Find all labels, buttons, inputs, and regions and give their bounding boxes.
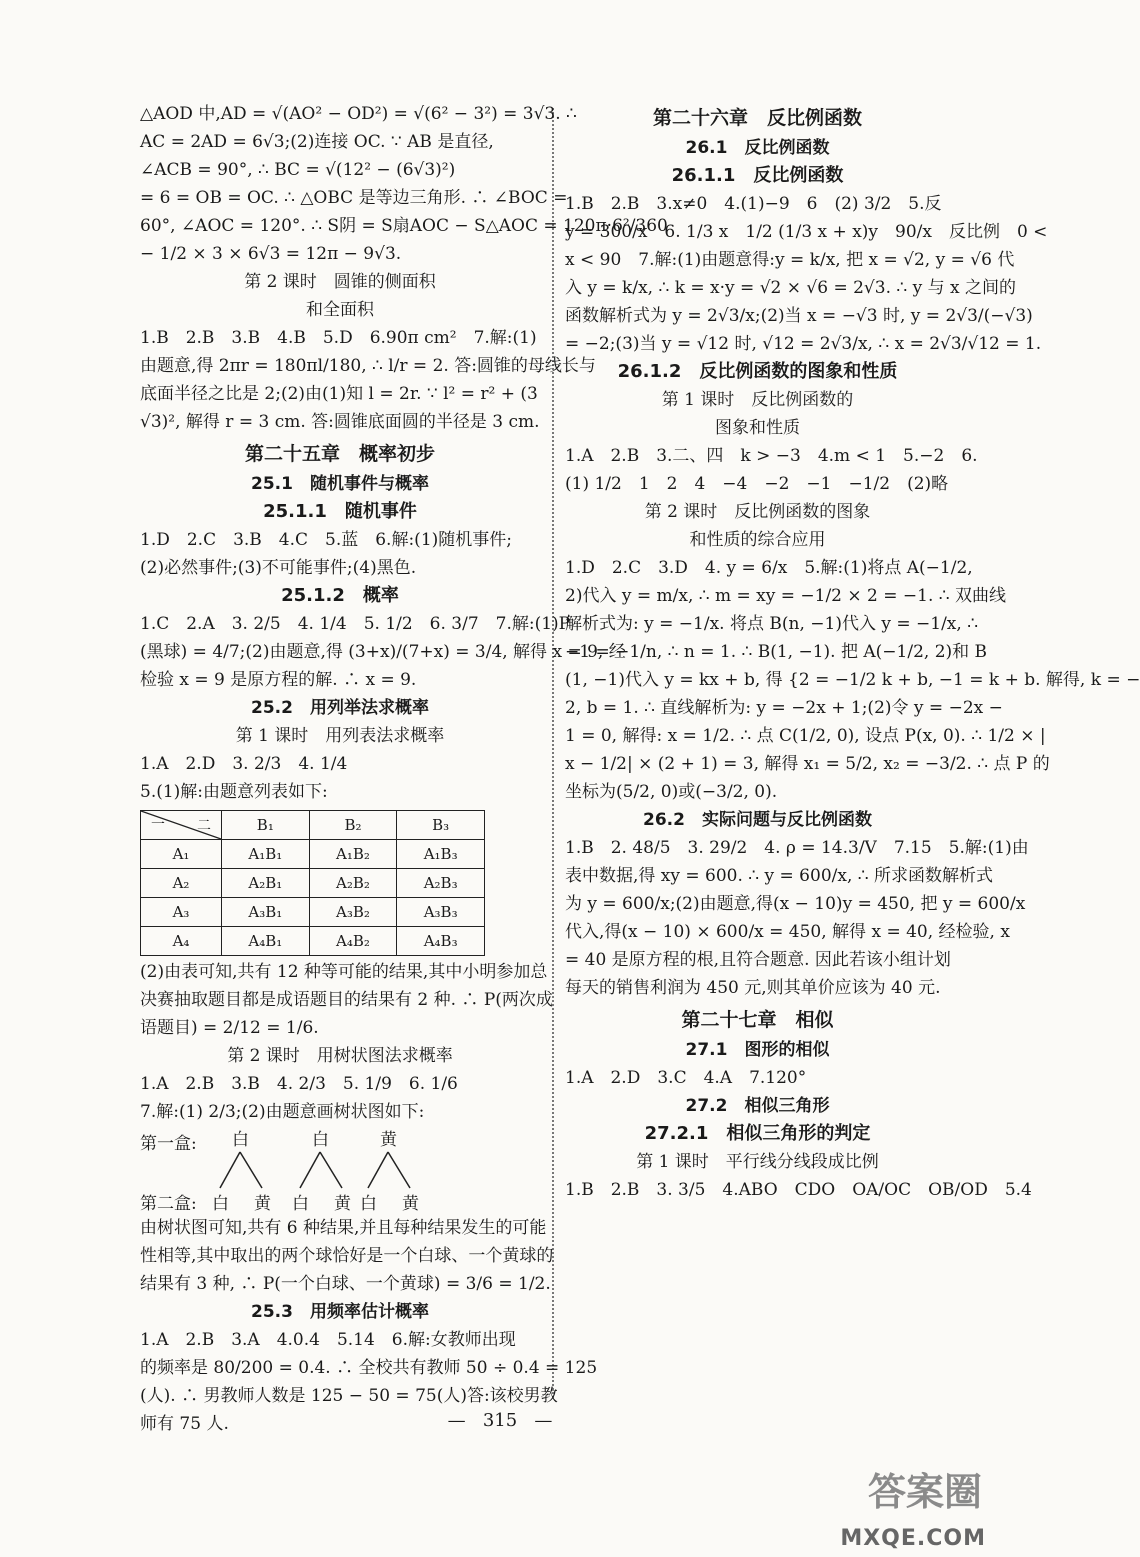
text-line: 决赛抽取题目都是成语题目的结果有 2 种. ∴ P(两次成 bbox=[140, 990, 553, 1010]
text-line: (1) 1/2 1 2 4 −4 −2 −1 −1/2 (2)略 bbox=[565, 474, 949, 494]
tree-leaf: 黄 bbox=[402, 1194, 419, 1214]
tree-top-node: 黄 bbox=[380, 1130, 397, 1150]
section26-1-2-title: 26.1.2 反比例函数的图象和性质 bbox=[617, 361, 898, 382]
text-line: 表中数据,得 xy = 600. ∴ y = 600/x, ∴ 所求函数解析式 bbox=[565, 866, 993, 886]
right-column bbox=[565, 100, 1140, 1204]
text-line: x < 90 7.解:(1)由题意得:y = k/x, 把 x = √2, y = √6 代 bbox=[565, 250, 1015, 270]
text-line: 检验 x = 9 是原方程的解. ∴ x = 9. bbox=[140, 670, 417, 690]
lesson2-title-line2: 和全面积 bbox=[306, 300, 374, 320]
tree-top-node: 白 bbox=[312, 1130, 329, 1150]
table-cell: A₃B₁ bbox=[222, 898, 310, 927]
lesson1-title: 第 1 课时 用列表法求概率 bbox=[235, 726, 445, 746]
table-cell: A₂B₁ bbox=[222, 869, 310, 898]
section27-1-answers bbox=[565, 1064, 950, 1092]
text-line: 底面半径之比是 2;(2)由(1)知 l = 2r. ∵ l² = r² + (3 bbox=[140, 384, 538, 404]
page-number-footer bbox=[0, 1410, 1000, 1431]
lesson2b-title: 第 2 课时 用树状图法求概率 bbox=[227, 1046, 453, 1066]
section26-1-title: 26.1 反比例函数 bbox=[685, 138, 830, 158]
text-line: (1, −1)代入 y = kx + b, 得 {2 = −1/2 k + b, −1 = k + b. 解得, k = − bbox=[565, 670, 1140, 690]
lesson2b-answers: 1.A 2.B 3.B 4. 2/3 5. 1/9 6. 1/6 bbox=[140, 1074, 458, 1094]
section26-2-answers bbox=[565, 834, 1029, 1002]
page-number: 315 bbox=[482, 1410, 518, 1431]
watermark-logo: 答案圈 bbox=[867, 1470, 982, 1514]
watermark bbox=[817, 1455, 992, 1555]
text-line: 1.A 2.D 3.C 4.A 7.120° bbox=[565, 1068, 807, 1088]
section25-2-title: 25.2 用列举法求概率 bbox=[251, 698, 429, 718]
lesson1-answers: 1.A 2.D 3. 2/3 4. 1/4 bbox=[140, 754, 348, 774]
lesson2-title-line1: 第 2 课时 圆锥的侧面积 bbox=[244, 272, 436, 292]
section25-3-title: 25.3 用频率估计概率 bbox=[251, 1302, 429, 1322]
text-line: 1.C 2.A 3. 2/5 4. 1/4 5. 1/2 6. 3/7 7.解:(1)P bbox=[140, 614, 571, 634]
table-row bbox=[141, 840, 485, 869]
table-intro: 5.(1)解:由题意列表如下: bbox=[140, 782, 328, 802]
text-line: = 40 是原方程的根,且符合题意. 因此若该小组计划 bbox=[565, 950, 951, 970]
text-line: 2)代入 y = m/x, ∴ m = xy = −1/2 × 2 = −1. ∴ 双曲线 bbox=[565, 586, 1006, 606]
section25-1-title: 25.1 随机事件与概率 bbox=[251, 474, 429, 494]
text-line: 代入,得(x − 10) × 600/x = 450, 解得 x = 40, 经检验, x bbox=[565, 922, 1010, 942]
text-line: 性相等,其中取出的两个球恰好是一个白球、一个黄球的 bbox=[140, 1246, 554, 1266]
r-lesson1-title-line1: 第 1 课时 反比例函数的 bbox=[661, 390, 854, 410]
text-line: △AOD 中,AD = √(AO² − OD²) = √(6² − 3²) = 3√3. ∴ bbox=[140, 104, 577, 124]
text-line: 的频率是 80/200 = 0.4. ∴ 全校共有教师 50 ÷ 0.4 = 125 bbox=[140, 1358, 598, 1378]
tree-diagram bbox=[140, 1126, 547, 1244]
text-line: x − 1/2| × (2 + 1) = 3, 解得 x₁ = 5/2, x₂ = −3/2. ∴ 点 P 的 bbox=[565, 754, 1050, 774]
text-line: 1.B 2.B 3.x≠0 4.(1)−9 6 (2) 3/2 5.反 bbox=[565, 194, 942, 214]
text-line: 解析式为: y = −1/x. 将点 B(n, −1)代入 y = −1/x, ∴ bbox=[565, 614, 979, 634]
tree-leaf: 黄 bbox=[334, 1194, 351, 1214]
section27-1-title: 27.1 图形的相似 bbox=[685, 1040, 830, 1060]
table-cell: A₁B₁ bbox=[222, 840, 310, 869]
table-cell: A₄B₂ bbox=[309, 927, 397, 956]
tree-intro: 7.解:(1) 2/3;(2)由题意画树状图如下: bbox=[140, 1102, 425, 1122]
chapter27-title: 第二十七章 相似 bbox=[681, 1009, 834, 1031]
tree-top-node: 白 bbox=[232, 1130, 249, 1150]
text-line: 语题目) = 2/12 = 1/6. bbox=[140, 1018, 319, 1038]
table-cell: A₂B₂ bbox=[309, 869, 397, 898]
text-line: (2)由表可知,共有 12 种等可能的结果,其中小明参加总 bbox=[140, 962, 548, 982]
lesson2-answers bbox=[140, 324, 596, 436]
section26-2-title: 26.2 实际问题与反比例函数 bbox=[643, 810, 872, 830]
r-lesson1b-title: 第 1 课时 平行线分线段成比例 bbox=[636, 1152, 879, 1172]
text-line: (2)必然事件;(3)不可能事件;(4)黑色. bbox=[140, 558, 417, 578]
corner-top-label: 二 bbox=[197, 818, 211, 834]
r-lesson2-answers bbox=[565, 554, 1140, 806]
table-cell: A₄B₁ bbox=[222, 927, 310, 956]
text-line: 1.B 2. 48/5 3. 29/2 4. ρ = 14.3/V 7.15 5.解:(1)由 bbox=[565, 838, 1029, 858]
table-header: B₃ bbox=[397, 811, 485, 840]
text-line: 1.D 2.C 3.D 4. y = 6/x 5.解:(1)将点 A(−1/2, bbox=[565, 558, 973, 578]
table-cell: A₁B₃ bbox=[397, 840, 485, 869]
text-line: 函数解析式为 y = 2√3/x;(2)当 x = −√3 时, y = 2√3/(−√3) bbox=[565, 306, 1033, 326]
text-line: (人). ∴ 男教师人数是 125 − 50 = 75(人)答:该校男教 bbox=[140, 1386, 558, 1406]
section25-1-2-answers bbox=[140, 610, 626, 694]
table-header: B₂ bbox=[309, 811, 397, 840]
table-cell: A₄ bbox=[141, 927, 222, 956]
table-cell: A₂B₃ bbox=[397, 869, 485, 898]
section26-1-1-answers bbox=[565, 190, 1048, 358]
watermark-site: MXQE.COM bbox=[840, 1526, 986, 1551]
page-dash-right: — bbox=[534, 1410, 553, 1431]
column-divider bbox=[552, 108, 554, 1398]
text-line: 师有 75 人. bbox=[140, 1414, 229, 1434]
outcome-table bbox=[140, 810, 485, 956]
text-line: 60°, ∠AOC = 120°. ∴ S阴 = S扇AOC − S△AOC = 120π·6²/360 bbox=[140, 216, 668, 236]
r-lesson1-answers bbox=[565, 442, 978, 498]
text-line: 结果有 3 种, ∴ P(一个白球、一个黄球) = 3/6 = 1/2. bbox=[140, 1274, 551, 1294]
section25-1-2-title: 25.1.2 概率 bbox=[281, 585, 399, 606]
text-line: 为 y = 600/x;(2)由题意,得(x − 10)y = 450, 把 y = 600/x bbox=[565, 894, 1026, 914]
table-header: B₁ bbox=[222, 811, 310, 840]
text-line: 2, b = 1. ∴ 直线解析为: y = −2x + 1;(2)令 y = −2x − bbox=[565, 698, 1003, 718]
corner-bottom-label: 一 bbox=[151, 817, 165, 833]
table-cell: A₁B₂ bbox=[309, 840, 397, 869]
text-line: AC = 2AD = 6√3;(2)连接 OC. ∵ AB 是直径, bbox=[140, 132, 494, 152]
table-cell: A₃B₂ bbox=[309, 898, 397, 927]
section27-2-title: 27.2 相似三角形 bbox=[685, 1096, 830, 1116]
text-line: 1.D 2.C 3.B 4.C 5.蓝 6.解:(1)随机事件; bbox=[140, 530, 512, 550]
text-line: 由题意,得 2πr = 180πl/180, ∴ l/r = 2. 答:圆锥的母线长与 bbox=[140, 356, 596, 376]
tree-leaf: 白 bbox=[212, 1194, 229, 1214]
text-line: 1.B 2.B 3.B 4.B 5.D 6.90π cm² 7.解:(1) bbox=[140, 328, 537, 348]
tree-leaf: 白 bbox=[292, 1194, 309, 1214]
text-line: 1.B 2.B 3. 3/5 4.ABO CDO OA/OC OB/OD 5.4 bbox=[565, 1180, 1032, 1200]
table-row bbox=[141, 869, 485, 898]
r-lesson2-title-line1: 第 2 课时 反比例函数的图象 bbox=[644, 502, 871, 522]
chapter26-title: 第二十六章 反比例函数 bbox=[652, 107, 862, 129]
text-line: = −2;(3)当 y = √12 时, √12 = 2√3/x, ∴ x = 2√3/√12 = 1. bbox=[565, 334, 1042, 354]
tree-leaf: 黄 bbox=[254, 1194, 271, 1214]
tree-leaf: 白 bbox=[360, 1194, 377, 1214]
left-column bbox=[140, 100, 668, 1438]
table-conclusion bbox=[140, 958, 553, 1042]
text-line: (黑球) = 4/7;(2)由题意,得 (3+x)/(7+x) = 3/4, 解得 x = 9, 经 bbox=[140, 642, 626, 662]
r-lesson1b-answers bbox=[565, 1176, 1032, 1204]
page-dash-left: — bbox=[447, 1410, 466, 1431]
text-line: ∠ACB = 90°, ∴ BC = √(12² − (6√3)²) bbox=[140, 160, 456, 180]
r-lesson2-title-line2: 和性质的综合应用 bbox=[689, 530, 826, 550]
tree-row2-label: 第二盒: bbox=[140, 1194, 197, 1214]
text-line: 1.A 2.B 3.二、四 k > −3 4.m < 1 5.−2 6. bbox=[565, 446, 978, 466]
section26-1-1-title: 26.1.1 反比例函数 bbox=[671, 165, 844, 186]
text-line: 入 y = k/x, ∴ k = x·y = √2 × √6 = 2√3. ∴ y 与 x 之间的 bbox=[565, 278, 1016, 298]
table-corner bbox=[141, 811, 222, 840]
text-line: 由树状图可知,共有 6 种结果,并且每种结果发生的可能 bbox=[140, 1218, 547, 1238]
section25-1-1-answers bbox=[140, 526, 540, 582]
text-line: −1 = −1/n, ∴ n = 1. ∴ B(1, −1). 把 A(−1/2, 2)和 B bbox=[565, 642, 988, 662]
table-cell: A₃B₃ bbox=[397, 898, 485, 927]
tree-row1-label: 第一盒: bbox=[140, 1134, 197, 1154]
text-line: √3)², 解得 r = 3 cm. 答:圆锥底面圆的半径是 3 cm. bbox=[140, 412, 540, 432]
text-line: = 6 = OB = OC. ∴ △OBC 是等边三角形. ∴ ∠BOC = bbox=[140, 188, 568, 208]
r-lesson1-title-line2: 图象和性质 bbox=[715, 418, 800, 438]
section27-2-1-title: 27.2.1 相似三角形的判定 bbox=[644, 1123, 871, 1144]
aod-solution bbox=[140, 100, 668, 268]
table-cell: A₃ bbox=[141, 898, 222, 927]
text-line: 1.A 2.B 3.A 4.0.4 5.14 6.解:女教师出现 bbox=[140, 1330, 516, 1350]
table-cell: A₁ bbox=[141, 840, 222, 869]
table-row bbox=[141, 927, 485, 956]
text-line: − 1/2 × 3 × 6√3 = 12π − 9√3. bbox=[140, 244, 402, 264]
table-row bbox=[141, 898, 485, 927]
table-cell: A₂ bbox=[141, 869, 222, 898]
text-line: 每天的销售利润为 450 元,则其单价应该为 40 元. bbox=[565, 978, 941, 998]
text-line: 坐标为(5/2, 0)或(−3/2, 0). bbox=[565, 782, 778, 802]
text-line: y = 300/x 6. 1/3 x 1/2 (1/3 x + x)y 90/x 反比例 0 < bbox=[565, 222, 1048, 242]
chapter25-title: 第二十五章 概率初步 bbox=[244, 443, 435, 465]
text-line: 1 = 0, 解得: x = 1/2. ∴ 点 C(1/2, 0), 设点 P(x, 0). ∴ 1/2 × | bbox=[565, 726, 1046, 746]
table-cell: A₄B₃ bbox=[397, 927, 485, 956]
section25-1-1-title: 25.1.1 随机事件 bbox=[263, 501, 417, 522]
